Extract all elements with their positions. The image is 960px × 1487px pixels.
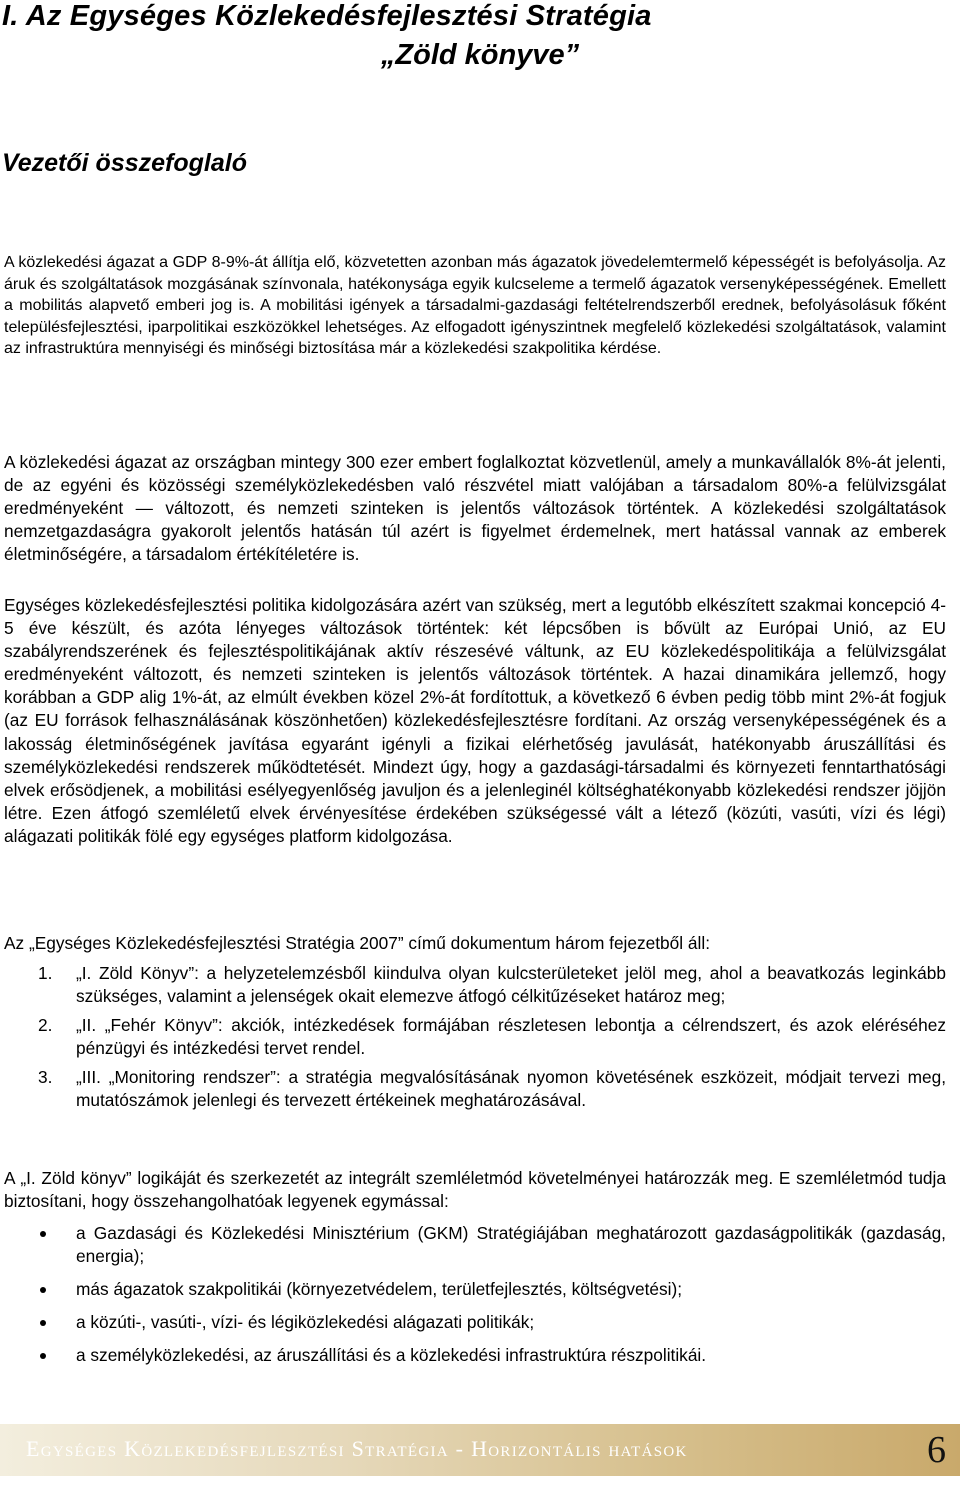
paragraph-3: Egységes közlekedésfejlesztési politika kidolgozására azért van szükség, mert a legutóbb elkészített szakmai koncepció 4-5 éve készült, és azóta lényeges változások történtek: két lépcsőben is bővült az Európai Unió, az EU szabályrendszerének és fejlesztéspolitikájának aktív részesévé váltunk, az EU közlekedéspolitikája a felülvizsgálat eredményeként változott, és nemzeti szinteken is jelentős változások történtek. A hazai dinamikára jellemző, hogy korábban a GDP alig 1%-át, az elmúlt években közel 2%-át fordítottuk, a következő 6 évben pedig több mint 2%-át fogjuk (az EU források felhasználásának köszönhetően) közlekedésfejlesztésre fordítani. Az ország versenyképességének és a lakosság életminőségének javítása egyaránt igényli a fizikai elérhetőség javulását, hatékonyabb áruszállítási és személyközlekedési rendszerek működtetését. Mindezt úgy, hogy a gazdasági-társadalmi és környezeti fenntarthatósági elvek erősödjenek, a mobilitási esélyegyenlőség javuljon és a jelenleginél költséghatékonyabb közlekedési rendszer jöjjön létre. Ezen átfogó szemléletű elvek érvényesítése érdekében szükségessé vált a létező (közúti, vasúti, vízi és légi) alágazati politikák fölé egy egységes platform kidolgozása. [4,595,946,846]
paragraph-2: A közlekedési ágazat az országban mintegy 300 ezer embert foglalkoztat közvetlenül, amely a munkavállalók 8%-át jelenti, de az egyéni és közösségi személyközlekedésben való részvétel miatt valójában a társadalom 80%-a felülvizsgálat eredményeként — változott, és nemzeti szinteken is jelentős változások történtek. A közlekedési szolgáltatások nemzetgazdaságra gyakorolt jelentős hatásán túl azért is figyelmet érdemelnek, mert hatással vannak az emberek életminőségére, a társadalom értékítéletére is. [4,452,946,565]
list-item-text: „II. „Fehér Könyv”: akciók, intézkedések formájában részletesen lebontja a célrendszert, és azok eléréséhez pénzügyi és intézkedési tervet rendel. [76,1015,946,1058]
list-item-text: más ágazatok szakpolitikái (környezetvédelem, területfejlesztés, költségvetési); [76,1279,683,1299]
paragraph-4: Az „Egységes Közlekedésfejlesztési Stratégia 2007” című dokumentum három fejezetből áll: [4,933,711,953]
bullet-list-item [4,1222,946,1268]
footer-banner [0,1424,960,1476]
bullet-list-item [4,1278,946,1301]
numbered-list-item [4,1014,946,1060]
section-heading: Vezetői összefoglaló [2,149,247,177]
numbered-list [4,962,946,1112]
list-item-text: „I. Zöld Könyv”: a helyzetelemzésből kiindulva olyan kulcsterületeket jelöl meg, ahol a beavatkozás leginkább szükséges, valamint a jelenségek okait elemezve átfogó célkitűzéseket határoz meg; [76,963,946,1006]
page-number: 6 [927,1429,946,1471]
bullet-list-item [4,1344,946,1367]
list-item-text: a közúti-, vasúti-, vízi- és légiközlekedési alágazati politikák; [76,1312,535,1332]
page-title-line-2: „Zöld könyve” [380,39,580,71]
list-number: 1. [38,963,53,983]
bullet-list-item [4,1311,946,1334]
bullet-list [4,1222,946,1367]
list-item-text: a személyközlekedési, az áruszállítási és a közlekedési infrastruktúra részpolitikái. [76,1345,707,1365]
footer-text: Egységes Közlekedésfejlesztési Stratégia - Horizontális hatások [26,1436,688,1461]
bullet-icon [40,1353,46,1359]
bullet-icon [40,1320,46,1326]
numbered-list-item [4,962,946,1008]
paragraph-1: A közlekedési ágazat a GDP 8-9%-át állítja elő, közvetetten azonban más ágazatok jövedelemtermelő képességét is befolyásolja. Az áruk és szolgáltatások mozgásának színvonala, hatékonysága egyik kulcseleme a termelő ágazatok versenyképességének. Emellett a mobilitás alapvető emberi jog is. A mobilitási igények a társadalmi-gazdasági feltételrendszerből erednek, befolyásolásuk főként településfejlesztési, iparpolitikai eszközökkel lehetséges. Az elfogadott igényszintnek megfelelő közlekedési szolgáltatások, valamint az infrastruktúra mennyiségi és minőségi biztosítása már a közlekedési szakpolitika kérdése. [4,254,946,358]
bullet-icon [40,1231,46,1237]
bullet-icon [40,1287,46,1293]
list-item-text: a Gazdasági és Közlekedési Minisztérium (GKM) Stratégiájában meghatározott gazdaságpolitikák (gazdaság, energia); [76,1223,946,1266]
paragraph-5: A „I. Zöld könyv” logikáját és szerkezetét az integrált szemléletmód követelményei határozzák meg. E szemléletmód tudja biztosítani, hogy összehangolhatóak legyenek egymással: [4,1168,946,1212]
page-title-line-1: I. Az Egységes Közlekedésfejlesztési Stratégia [2,0,652,32]
list-item-text: „III. „Monitoring rendszer”: a stratégia megvalósításának nyomon követésének eszközeit, módjait tervezi meg, mutatószámok jelenlegi és tervezett értékeinek meghatározásával. [76,1067,946,1110]
list-number: 2. [38,1015,53,1035]
list-number: 3. [38,1067,53,1087]
numbered-list-item [4,1066,946,1112]
